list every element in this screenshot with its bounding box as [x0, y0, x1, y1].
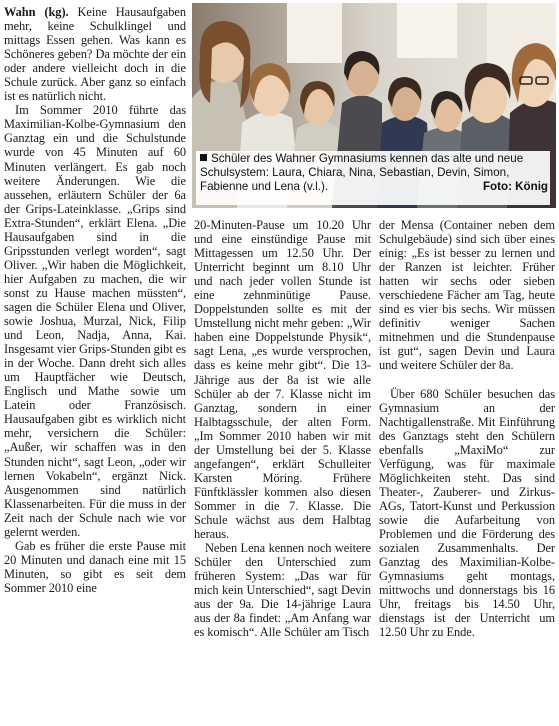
- caption-text: Schüler des Wahner Gymnasiums kennen das alte und neue Schulsystem: Laura, Chiara, Nina, Sebastian, Devin, Simon, Fabienne und Lena (v.l.).: [200, 152, 524, 193]
- article-paragraph: Gab es früher die erste Pause mit 20 Minuten und danach eine mit 15 Minuten, so gibt es seit dem Sommer 2010 eine: [4, 538, 186, 595]
- article-paragraph: [4, 5, 186, 103]
- photo-caption: [196, 151, 550, 205]
- paragraph-text: Keine Hausaufgaben mehr, keine Schulklingel und mittags Essen gehen. Was kann es Schöneres geben? Da möchte der ein oder andere vielleicht doch in die Schule zurück. Aber ganz so einfach ist es natürlich nicht.: [4, 5, 186, 104]
- article-paragraph: Neben Lena kennen noch weitere Schüler den Unterschied zum früheren System: „Das war für mich kein Unterschied“, sagt Devin aus der 9a. Die 14-jährige Laura aus der 8a findet: „Am Anfang war es komisch“. Alle Schüler am Tisch: [194, 541, 371, 640]
- article-paragraph: Über 680 Schüler besuchen das Gymnasium an der Nachtigallenstraße. Mit Einführung des Ganztags steht den Schülern ebenfalls „MaxiMo“ zur Verfügung, was für maximale Möglichkeiten steht. Das sind Theater-, Zauberer- und Zirkus-AGs, Tatort-Kunst und Perkussion sowie die Aufarbeitung von Problemen und die Förderung des sozialen Zusammenhalts. Der Ganztag des Maximilian-Kolbe-Gymnasiums geht montags, mittwochs und donnerstags bis 16 Uhr, freitags bis 14.50 Uhr, dienstags ist der Unterricht um 12.50 Uhr zu Ende.: [379, 386, 555, 640]
- article-paragraph: der Mensa (Container neben dem Schulgebäude) sind sich über eines einig: „Es ist besser zu lernen und der Ranzen ist leichter. Früher hatten wir sechs oder sieben verschiedene Fächer am Tag, heute sind es vier bis sechs. Wir müssen definitiv weniger Sachen mitnehmen und die Stundenpause ist gut“, sagen Devin und Laura und weitere Schüler der 8a.: [379, 218, 555, 373]
- article-column-3: [379, 218, 555, 639]
- article-column-1: [4, 5, 186, 595]
- article-paragraph: Im Sommer 2010 führte das Maximilian-Kolbe-Gymnasium den Ganztag ein und die Schulstunde wurde von 45 Minuten auf 60 Minuten verlängert. Es gab noch weitere Änderungen. Wie die aussehen, erläutern Schüler der 6a der Grips-Lateinklasse. „Grips sind Extra-Stunden“, erklärt Elena. „Die Hausaufgaben sind in die Gripsstunden verlegt worden“, sagt Oliver. „Wir haben die Möglichkeit, hier Aufgaben zu machen, die wir sonst zu Hause machen müssten“, sagen die Schüler Elena und Oliver, sowie Joshua, Murzal, Nick, Filip und Leon, Nadja, Anna, Kai. Insgesamt vier Grips-Stunden gibt es in der Woche. Dann dreht sich alles um Hauptfächer wie Deutsch, Englisch und Mathe sowie um Latein oder Französisch. Hausaufgaben gibt es wirklich nicht mehr, versichern die Schüler: „Außer, wir schaffen was in den Stunden nicht“, sagt Leon, „oder wir lernen Vokabeln“, ergänzt Nick. Ausgenommen sind natürlich Klassenarbeiten. Für die muss in der Zeit nach der Schule nach wie vor gelernt werden.: [4, 103, 186, 539]
- photo-credit: Foto: König: [482, 180, 548, 193]
- article-column-2: [194, 218, 371, 639]
- caption-square-icon: [200, 154, 207, 161]
- article-paragraph: 20-Minuten-Pause um 10.20 Uhr und eine einstündige Pause mit Mittagessen um 12.50 Uhr. Der Unterricht beginnt um 8.10 Uhr und nach jeder vollen Stunde ist eine zehnminütige Pause. Doppelstunden sollte es mit der Umstellung nicht mehr geben: „Wir haben eine Doppelstunde Physik“, sagt Lena, „es wurde versprochen, dass es keine mehr gibt“. Die 13-Jährige aus der 8a ist wie alle Schüler ab der 7. Klasse nicht im Ganztag, sondern in einer Halbtagsschule, der alten Form. „Im Sommer 2010 haben wir mit der Umstellung bei der 5. Klasse angefangen“, erklärt Schulleiter Karsten Möring. Frühere Fünftklässler kommen also diesen Sommer in die 7. Klasse. Die Schule wächst aus dem Halbtag heraus.: [194, 218, 371, 542]
- dateline: Wahn (kg).: [4, 5, 69, 19]
